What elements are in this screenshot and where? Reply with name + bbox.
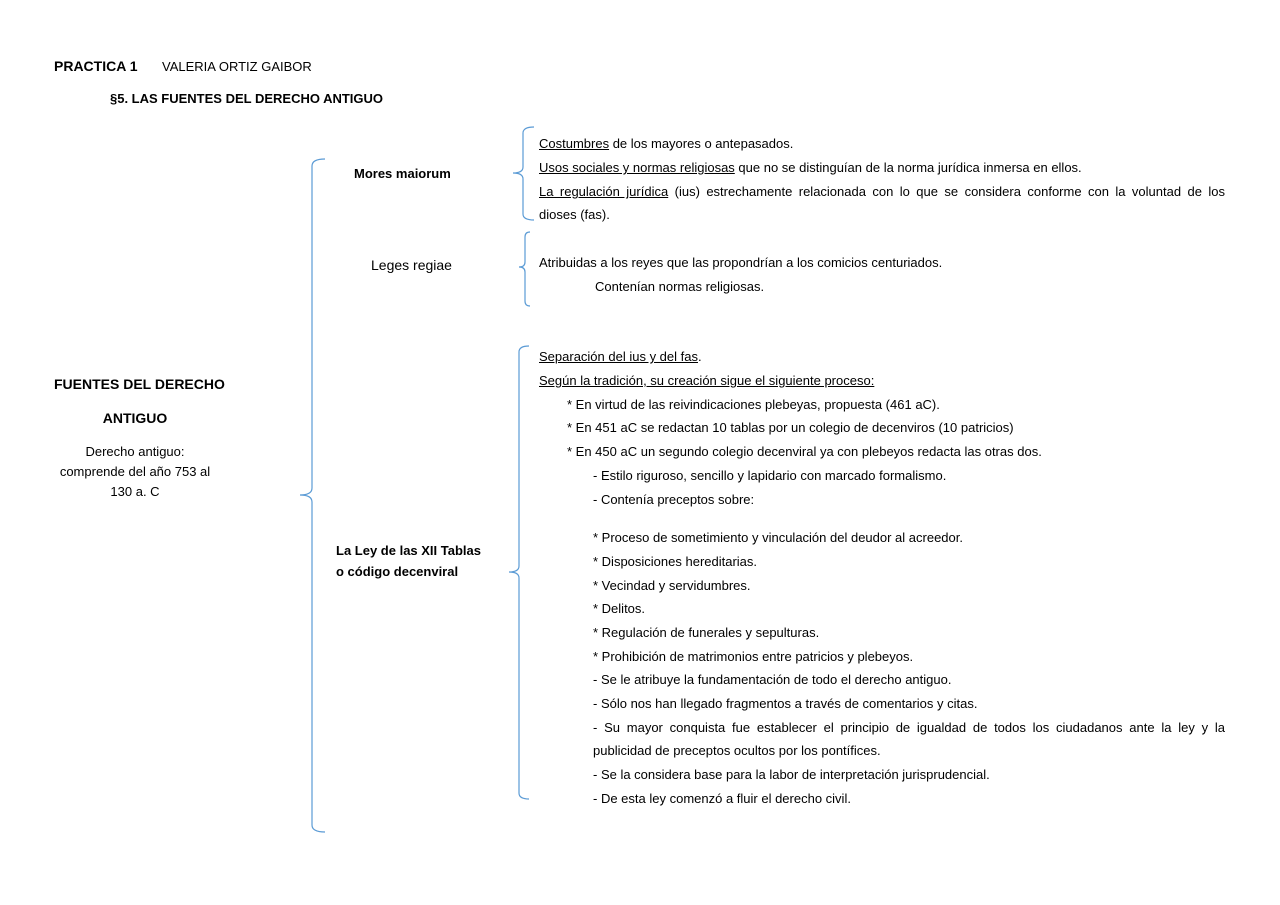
leges-brace: [519, 232, 530, 306]
ley-precepto-1: * Proceso de sometimiento y vinculación del deudor al acreedor.: [593, 530, 963, 545]
ley-extra-4: publicidad de preceptos ocultos por los pontífices.: [593, 743, 881, 758]
ley-tradicion-2: * En 451 aC se redactan 10 tablas por un colegio de decenviros (10 patricios): [567, 420, 1014, 435]
ley-tradicion-1: * En virtud de las reivindicaciones plebeyas, propuesta (461 aC).: [567, 397, 940, 412]
leges-line-1: Atribuidas a los reyes que las propondrían a los comicios centuriados.: [539, 255, 943, 270]
leges-label: Leges regiae: [371, 257, 452, 273]
mores-line-3: La regulación jurídica (ius) estrechamente relacionada con lo que se considera conforme con la voluntad de los: [539, 184, 1225, 199]
ley-brace: [509, 346, 529, 799]
ley-separacion: Separación del ius y del fas.: [539, 349, 702, 364]
ley-extra-1: - Se le atribuye la fundamentación de todo el derecho antiguo.: [593, 672, 952, 687]
ley-extra-6: - De esta ley comenzó a fluir el derecho civil.: [593, 791, 851, 806]
ley-precepto-6: * Prohibición de matrimonios entre patricios y plebeyos.: [593, 649, 914, 664]
ley-label-line1: La Ley de las XII Tablas: [336, 543, 481, 558]
ley-detalle-1: - Estilo riguroso, sencillo y lapidario con marcado formalismo.: [593, 468, 947, 483]
root-desc-line2: comprende del año 753 al: [59, 464, 211, 479]
ley-tradicion: Según la tradición, su creación sigue el siguiente proceso:: [539, 373, 875, 388]
mores-line-2: Usos sociales y normas religiosas que no se distinguían de la norma jurídica inmersa en ellos.: [539, 160, 1082, 175]
ley-precepto-5: * Regulación de funerales y sepulturas.: [593, 625, 820, 640]
ley-extra-3: - Su mayor conquista fue establecer el principio de igualdad de todos los ciudadanos ante la ley y la: [593, 720, 1225, 735]
mores-label: Mores maiorum: [354, 166, 451, 181]
ley-extra-2: - Sólo nos han llegado fragmentos a través de comentarios y citas.: [593, 696, 978, 711]
main-brace: [300, 159, 325, 832]
mores-brace: [513, 127, 534, 220]
ley-tradicion-3: * En 450 aC un segundo colegio decenviral ya con plebeyos redacta las otras dos.: [567, 444, 1042, 459]
ley-label-line2: o código decenviral: [336, 564, 459, 579]
mores-line-4: dioses (fas).: [539, 207, 610, 222]
ley-precepto-3: * Vecindad y servidumbres.: [593, 578, 751, 593]
leges-line-2: Contenían normas religiosas.: [595, 279, 765, 294]
ley-precepto-4: * Delitos.: [593, 601, 646, 616]
ley-extra-5: - Se la considera base para la labor de interpretación jurisprudencial.: [593, 767, 990, 782]
practica-title: PRACTICA 1: [54, 58, 138, 74]
root-desc-line3: 130 a. C: [110, 484, 160, 499]
root-title-line2: ANTIGUO: [102, 410, 168, 426]
author-name: VALERIA ORTIZ GAIBOR: [162, 59, 312, 74]
root-desc-line1: Derecho antiguo:: [85, 444, 185, 459]
root-title-line1: FUENTES DEL DERECHO: [54, 376, 225, 392]
section-title: §5. LAS FUENTES DEL DERECHO ANTIGUO: [110, 91, 384, 106]
ley-detalle-2: - Contenía preceptos sobre:: [593, 492, 755, 507]
ley-precepto-2: * Disposiciones hereditarias.: [593, 554, 758, 569]
mores-line-1: Costumbres de los mayores o antepasados.: [539, 136, 794, 151]
